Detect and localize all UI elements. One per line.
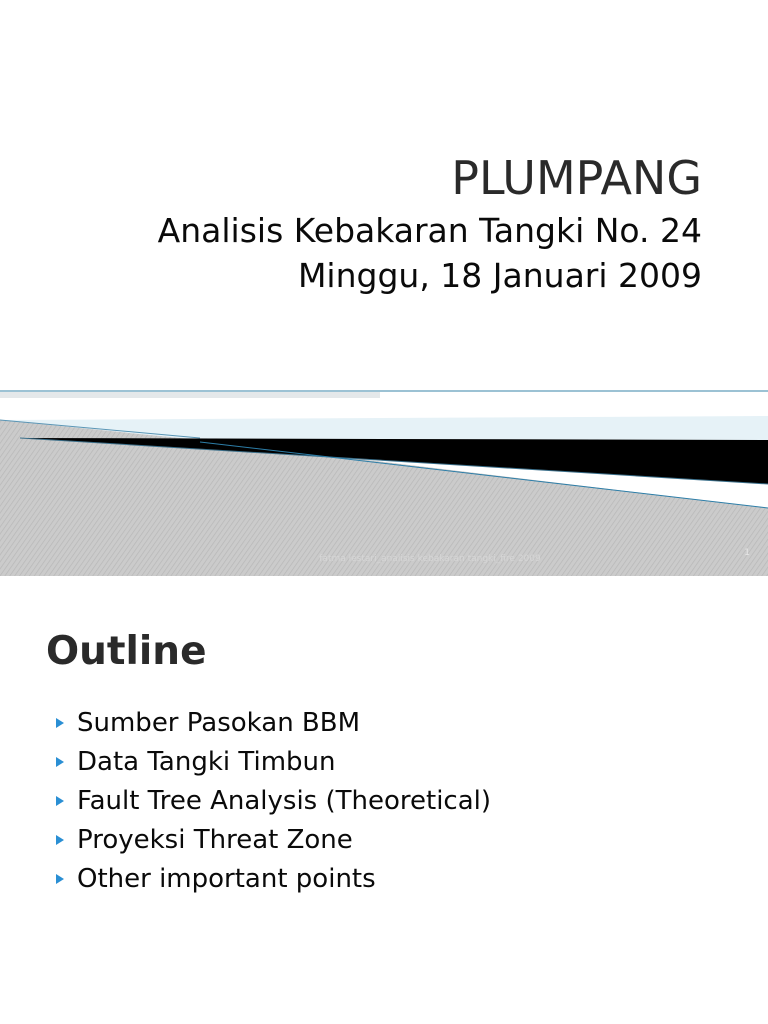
bullet-arrow-icon — [56, 718, 64, 728]
list-item — [56, 782, 491, 821]
bullet-text: Sumber Pasokan BBM — [77, 708, 361, 738]
bullet-text: Fault Tree Analysis (Theoretical) — [77, 786, 492, 816]
outline-slide — [0, 576, 768, 1024]
bullet-text: Proyeksi Threat Zone — [77, 825, 353, 855]
list-item — [56, 704, 491, 743]
bullet-arrow-icon — [56, 835, 64, 845]
slide-title: PLUMPANG — [451, 151, 702, 205]
subtitle-line-1: Analisis Kebakaran Tangki No. 24 — [157, 211, 702, 250]
bullet-arrow-icon — [56, 757, 64, 767]
bullet-text: Data Tangki Timbun — [77, 747, 336, 777]
outline-heading: Outline — [46, 629, 207, 674]
footer-text: fatma lestari_analisis kebakaran tangki_fire 2009 — [319, 554, 541, 564]
bullet-text: Other important points — [77, 864, 376, 894]
list-item — [56, 860, 491, 899]
bullet-list — [56, 704, 491, 899]
slide-number: 1 — [744, 548, 750, 558]
list-item — [56, 743, 491, 782]
bullet-arrow-icon — [56, 874, 64, 884]
decorative-band — [0, 380, 768, 576]
subtitle-line-2: Minggu, 18 Januari 2009 — [297, 256, 702, 295]
bullet-arrow-icon — [56, 796, 64, 806]
list-item — [56, 821, 491, 860]
